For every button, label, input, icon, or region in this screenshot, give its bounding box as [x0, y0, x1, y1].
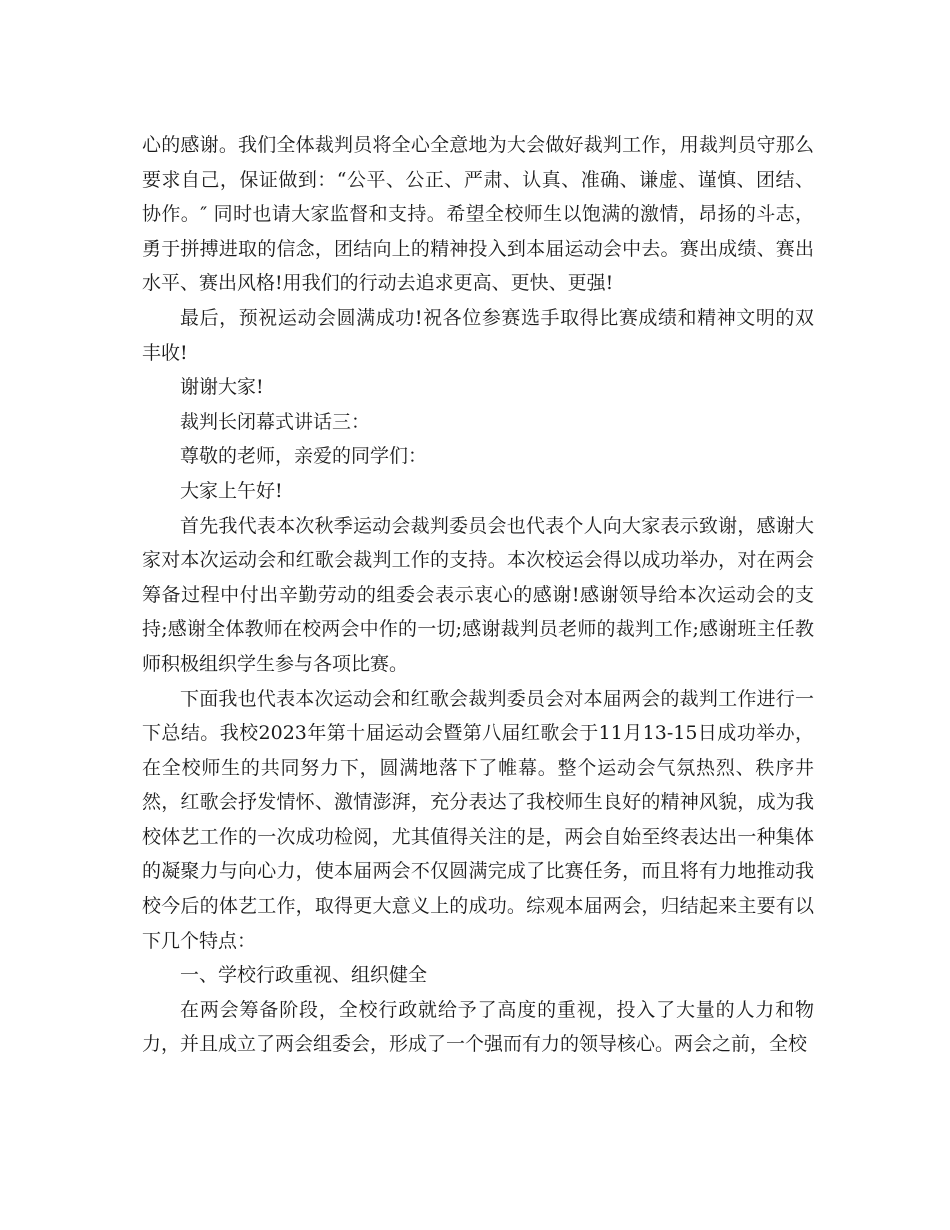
paragraph-summary: 下面我也代表本次运动会和红歌会裁判委员会对本届两会的裁判工作进行一下总结。我校2023年第十届运动会暨第八届红歌会于11月13-15日成功举办，在全校师生的共同努力下，圆满地落下了帷幕。整个运动会气氛热烈、秩序井然，红歌会抒发情怀、激情澎湃，充分表达了我校师生良好的精神风貌，成为我校体艺工作的一次成功检阅，尤其值得关注的是，两会自始至终表达出一种集体的凝聚力与向心力，使本届两会不仅圆满完成了比赛任务，而且将有力地推动我校今后的体艺工作，取得更大意义上的成功。综观本届两会，归结起来主要有以下几个特点： — [142, 687, 814, 952]
section-heading-speech-three: 裁判长闭幕式讲话三： — [180, 410, 371, 433]
paragraph-gratitude: 首先我代表本次秋季运动会裁判委员会也代表个人向大家表示致谢，感谢大家对本次运动会和红歌会裁判工作的支持。本次校运会得以成功举办，对在两会筹备过程中付出辛勤劳动的组委会表示衷心的感谢!感谢领导给本次运动会的支持;感谢全体教师在校两会中作的一切;感谢裁判员老师的裁判工作;感谢班主任教师积极组织学生参与各项比赛。 — [142, 514, 814, 675]
subheading-point-one: 一、学校行政重视、组织健全 — [180, 964, 428, 987]
paragraph-continuation: 心的感谢。我们全体裁判员将全心全意地为大会做好裁判工作，用裁判员守那么要求自己，保证做到：“公平、公正、严肃、认真、准确、谦虚、谨慎、团结、协作。″ 同时也请大家监督和支持。希望全校师生以饱满的激情，昂扬的斗志，勇于拼搏进取的信念，团结向上的精神投入到本届运动会中去。赛出成绩、赛出水平、赛出风格!用我们的行动去追求更高、更快、更强! — [142, 134, 814, 295]
paragraph-salutation: 尊敬的老师，亲爱的同学们： — [180, 445, 428, 468]
paragraph-greeting: 大家上午好! — [180, 479, 283, 502]
paragraph-closing-wish: 最后，预祝运动会圆满成功!祝各位参赛选手取得比赛成绩和精神文明的双丰收! — [142, 306, 814, 364]
paragraph-preparation: 在两会筹备阶段，全校行政就给予了高度的重视，投入了大量的人力和物力，并且成立了两会组委会，形成了一个强而有力的领导核心。两会之前，全校 — [142, 998, 814, 1056]
document-body — [142, 128, 814, 1062]
paragraph-thanks: 谢谢大家! — [180, 376, 264, 399]
